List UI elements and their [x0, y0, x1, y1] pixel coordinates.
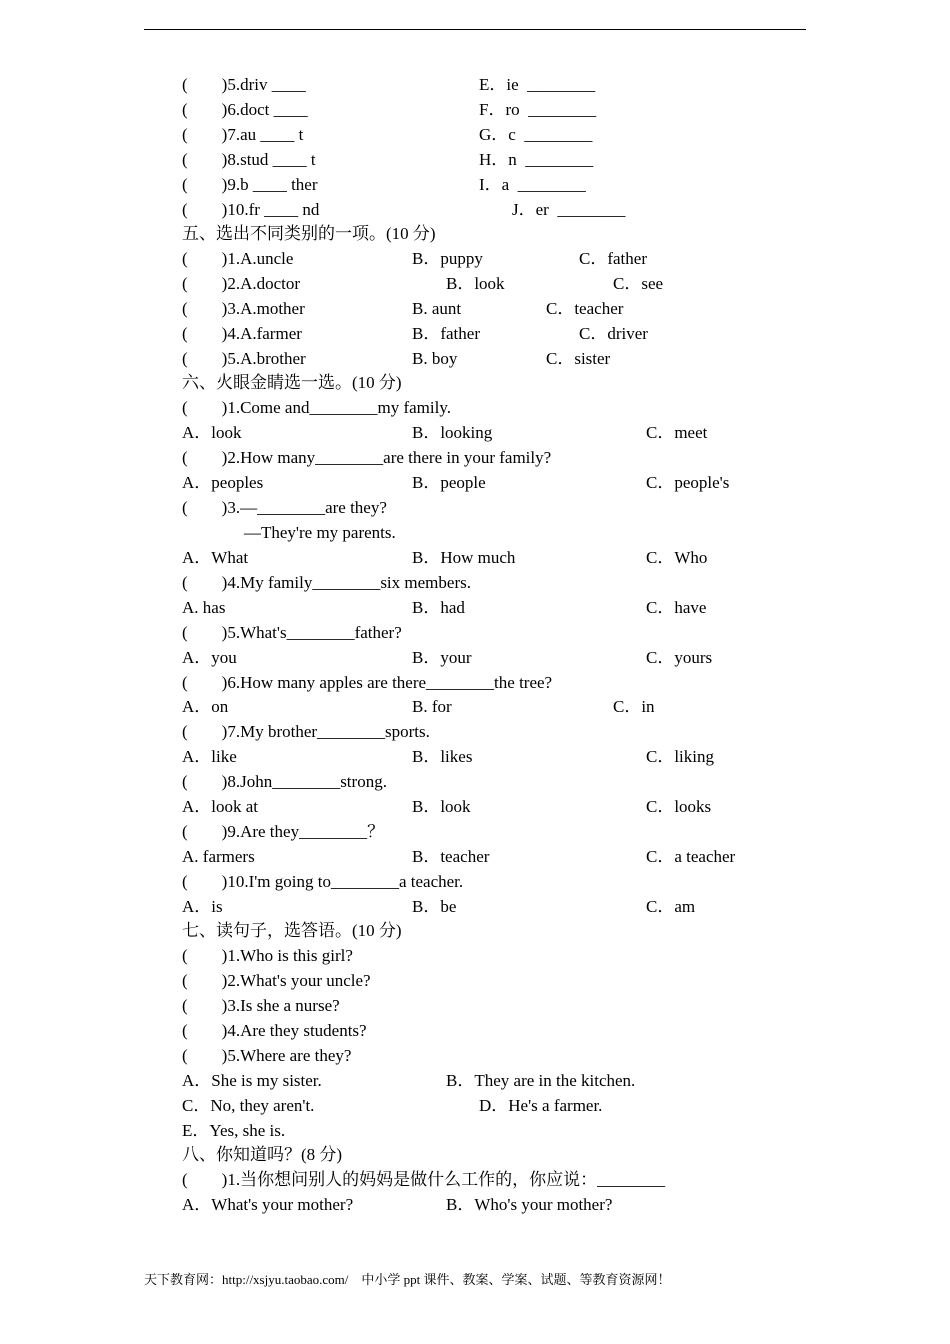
s6-q2: ( )2.How many________are there in your family?	[182, 448, 552, 467]
s6-q4-option-c: C．have	[646, 598, 707, 617]
s5-q3-stem: ( )3.A.mother	[182, 299, 305, 318]
match-item-9: ( )9.b ____ ther	[182, 175, 318, 194]
match-item-8: ( )8.stud ____ t	[182, 150, 316, 169]
s6-q6: ( )6.How many apples are there________the tree?	[182, 673, 553, 692]
match-option-e: E．ie ________	[479, 75, 596, 94]
s6-q5-option-a: A．you	[182, 648, 237, 667]
s6-q1: ( )1.Come and________my family.	[182, 398, 451, 417]
s6-q10: ( )10.I'm going to________a teacher.	[182, 872, 464, 891]
s6-q8-option-c: C．looks	[646, 797, 712, 816]
s5-q1-option-b: B．puppy	[412, 249, 483, 268]
s6-q4-option-a: A. has	[182, 598, 226, 617]
s5-q4-option-c: C．driver	[579, 324, 648, 343]
s6-q1-option-c: C．meet	[646, 423, 708, 442]
s6-q4: ( )4.My family________six members.	[182, 573, 471, 592]
s6-q4-option-b: B．had	[412, 598, 465, 617]
s6-q9-option-c: C．a teacher	[646, 847, 736, 866]
s6-q5: ( )5.What's________father?	[182, 623, 402, 642]
page-footer: 天下教育网：http://xsjyu.taobao.com/ 中小学 ppt 课件、教案、学案、试题、等教育资源网！	[144, 1272, 671, 1287]
s5-q1-option-c: C．father	[579, 249, 647, 268]
section6-title: 六、火眼金睛选一选。(10 分)	[182, 373, 402, 392]
s5-q3-option-b: B. aunt	[412, 299, 462, 318]
match-option-i: I．a ________	[479, 175, 586, 194]
match-item-7: ( )7.au ____ t	[182, 125, 304, 144]
s7-answer-b: B．They are in the kitchen.	[446, 1071, 636, 1090]
s7-q2: ( )2.What's your uncle?	[182, 971, 371, 990]
match-option-f: F．ro ________	[479, 100, 597, 119]
s5-q5-stem: ( )5.A.brother	[182, 349, 306, 368]
s6-q7-option-a: A．like	[182, 747, 237, 766]
s5-q2-option-c: C．see	[613, 274, 664, 293]
s6-q3: ( )3.—________are they?	[182, 498, 387, 517]
s7-q3: ( )3.Is she a nurse?	[182, 996, 340, 1015]
s6-q6-option-c: C．in	[613, 697, 655, 716]
s7-answer-e: E．Yes, she is.	[182, 1121, 286, 1140]
s6-q3-option-c: C．Who	[646, 548, 708, 567]
s6-q9-option-b: B．teacher	[412, 847, 490, 866]
s6-q9: ( )9.Are they________？	[182, 822, 385, 841]
match-option-j: J．er ________	[512, 200, 626, 219]
s6-q7: ( )7.My brother________sports.	[182, 722, 430, 741]
match-item-6: ( )6.doct ____	[182, 100, 308, 119]
s6-q3-option-b: B．How much	[412, 548, 516, 567]
s6-q2-option-b: B．people	[412, 473, 486, 492]
s7-q5: ( )5.Where are they?	[182, 1046, 352, 1065]
s7-answer-d: D．He's a farmer.	[479, 1096, 603, 1115]
header-rule	[144, 29, 806, 30]
s6-q8-option-a: A．look at	[182, 797, 259, 816]
s6-q8-option-b: B．look	[412, 797, 471, 816]
s7-answer-a: A．She is my sister.	[182, 1071, 322, 1090]
section8-title: 八、你知道吗？(8 分)	[182, 1145, 343, 1164]
s6-q1-option-b: B．looking	[412, 423, 493, 442]
s5-q5-option-b: B. boy	[412, 349, 458, 368]
s5-q5-option-c: C．sister	[546, 349, 611, 368]
s6-q2-option-a: A．peoples	[182, 473, 264, 492]
s6-q5-option-b: B．your	[412, 648, 472, 667]
s6-q6-option-a: A．on	[182, 697, 229, 716]
s6-q6-option-b: B. for	[412, 697, 452, 716]
s6-q1-option-a: A．look	[182, 423, 242, 442]
s7-q1: ( )1.Who is this girl?	[182, 946, 353, 965]
s5-q2-option-b: B．look	[446, 274, 505, 293]
s6-q3-option-a: A．What	[182, 548, 249, 567]
s6-q9-option-a: A. farmers	[182, 847, 255, 866]
match-item-5: ( )5.driv ____	[182, 75, 306, 94]
s6-q3-line2: —They're my parents.	[244, 523, 396, 542]
s5-q3-option-c: C．teacher	[546, 299, 624, 318]
s8-q1-option-a: A．What's your mother?	[182, 1195, 354, 1214]
s8-q1-option-b: B．Who's your mother?	[446, 1195, 613, 1214]
s6-q2-option-c: C．people's	[646, 473, 730, 492]
section7-title: 七、读句子，选答语。(10 分)	[182, 921, 402, 940]
match-item-10: ( )10.fr ____ nd	[182, 200, 320, 219]
s6-q8: ( )8.John________strong.	[182, 772, 387, 791]
s6-q10-option-b: B．be	[412, 897, 457, 916]
s8-q1: ( )1.当你想问别人的妈妈是做什么工作的，你应说：________	[182, 1170, 666, 1189]
s7-answer-c: C．No, they aren't.	[182, 1096, 315, 1115]
s7-q4: ( )4.Are they students?	[182, 1021, 367, 1040]
match-option-h: H．n ________	[479, 150, 594, 169]
s5-q1-stem: ( )1.A.uncle	[182, 249, 294, 268]
s6-q10-option-c: C．am	[646, 897, 696, 916]
s5-q4-option-b: B．father	[412, 324, 480, 343]
match-option-g: G．c ________	[479, 125, 593, 144]
s5-q2-stem: ( )2.A.doctor	[182, 274, 301, 293]
s6-q7-option-b: B．likes	[412, 747, 473, 766]
s6-q5-option-c: C．yours	[646, 648, 713, 667]
s6-q10-option-a: A．is	[182, 897, 223, 916]
section5-title: 五、选出不同类别的一项。(10 分)	[182, 224, 436, 243]
s5-q4-stem: ( )4.A.farmer	[182, 324, 302, 343]
s6-q7-option-c: C．liking	[646, 747, 715, 766]
